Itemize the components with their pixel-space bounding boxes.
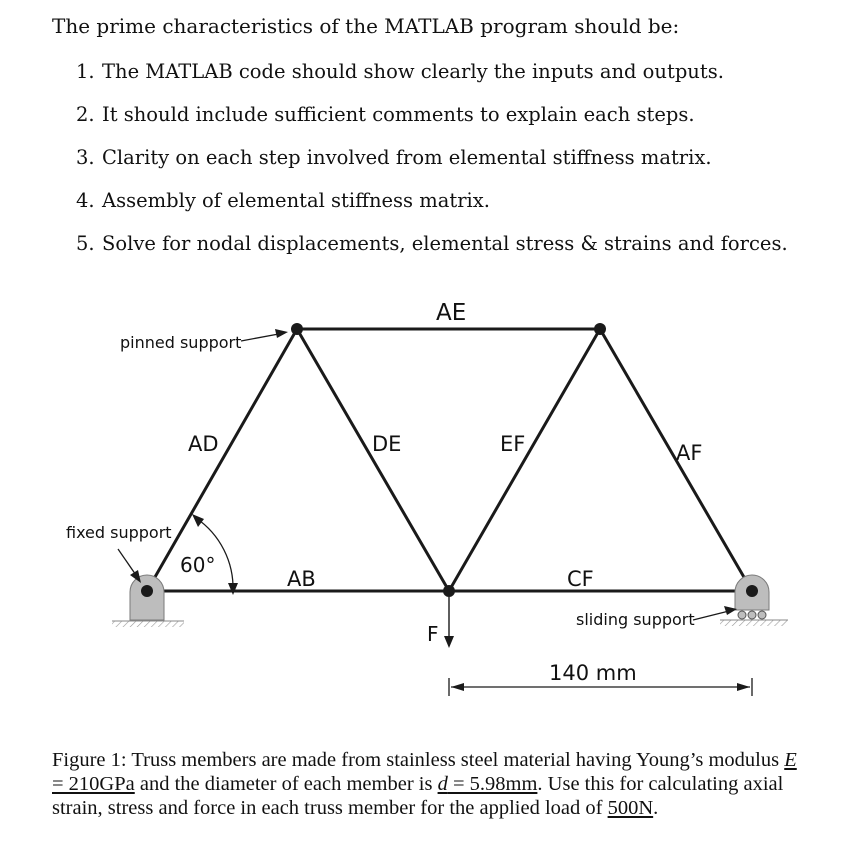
truss-members — [147, 329, 752, 591]
node-d — [291, 323, 303, 335]
requirement-text: Assembly of elemental stiffness matrix. — [102, 189, 490, 212]
requirement-item — [76, 58, 788, 101]
right-support — [720, 575, 788, 626]
member-ef — [449, 329, 600, 591]
caption-text-1: Figure 1: Truss members are made from stainless steel material having Young’s modulus — [52, 749, 785, 771]
caption-text-4: . — [653, 797, 659, 819]
load-label: F — [427, 622, 439, 646]
applied-load: 500N — [607, 797, 654, 819]
member-diameter-symbol: d — [437, 773, 448, 795]
dimension-label: 140 mm — [549, 661, 637, 685]
requirement-text: Solve for nodal displacements, elemental stress & strains and forces. — [102, 232, 788, 255]
member-de — [297, 329, 449, 591]
requirements-list — [76, 58, 788, 273]
member-diameter-value: = 5.98mm — [447, 773, 538, 795]
member-ab-label: AB — [287, 567, 316, 591]
left-support — [112, 575, 184, 627]
requirement-item — [76, 144, 788, 187]
caption-text-3: . Use this for calculating axial strain, stress and force in each truss member for the applied load of — [52, 773, 784, 819]
pinned-support-label: pinned support — [120, 333, 242, 352]
pointer-arrowheads — [130, 329, 737, 615]
member-af-label: AF — [676, 441, 703, 465]
requirement-item — [76, 187, 788, 230]
requirement-number: 3. — [76, 146, 95, 169]
requirement-item — [76, 101, 788, 144]
member-ad — [147, 329, 297, 591]
member-ae-label: AE — [436, 300, 467, 326]
requirement-item — [76, 230, 788, 273]
node-a — [141, 585, 153, 597]
member-diameter — [438, 773, 538, 795]
figure-caption — [52, 748, 812, 820]
intro-text: The prime characteristics of the MATLAB program should be: — [52, 14, 680, 38]
node-e — [594, 323, 606, 335]
requirement-number: 4. — [76, 189, 95, 212]
requirement-text: The MATLAB code should show clearly the inputs and outputs. — [102, 60, 724, 83]
angle-label: 60° — [180, 553, 216, 577]
requirement-text: Clarity on each step involved from elemental stiffness matrix. — [102, 146, 712, 169]
load-arrow — [444, 597, 454, 648]
youngs-modulus-symbol: E — [784, 749, 797, 771]
node-c — [746, 585, 758, 597]
fixed-support-label: fixed support — [66, 523, 172, 542]
requirement-number: 2. — [76, 103, 95, 126]
member-ad-label: AD — [188, 432, 219, 456]
requirement-number: 1. — [76, 60, 95, 83]
youngs-modulus-value: = 210GPa — [52, 773, 135, 795]
requirement-text: It should include sufficient comments to explain each steps. — [102, 103, 695, 126]
requirement-number: 5. — [76, 232, 95, 255]
member-ef-label: EF — [500, 432, 526, 456]
member-de-label: DE — [372, 432, 402, 456]
member-cf-label: CF — [567, 567, 594, 591]
caption-text-2: and the diameter of each member is — [134, 773, 438, 795]
truss-figure — [0, 290, 848, 710]
sliding-support-label: sliding support — [576, 610, 695, 629]
truss-nodes — [141, 323, 758, 597]
node-b — [443, 585, 455, 597]
